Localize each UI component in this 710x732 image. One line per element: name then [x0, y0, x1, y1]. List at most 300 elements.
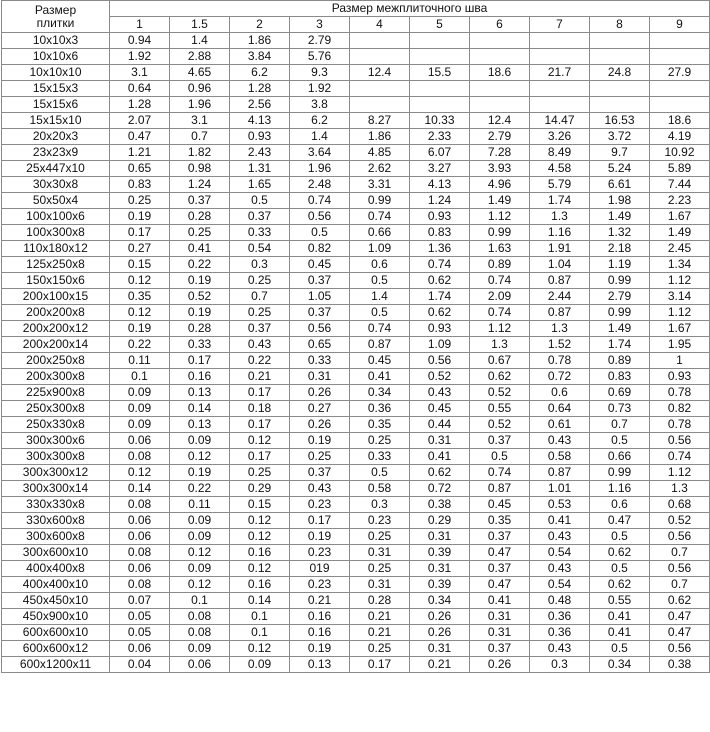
consumption-cell: 0.25: [170, 225, 230, 241]
consumption-cell: 0.06: [110, 641, 170, 657]
consumption-cell: 5.24: [590, 161, 650, 177]
consumption-cell: 0.41: [530, 513, 590, 529]
consumption-cell: 0.12: [230, 641, 290, 657]
consumption-cell: 0.41: [170, 241, 230, 257]
consumption-cell: 0.31: [410, 529, 470, 545]
consumption-cell: 0.31: [470, 609, 530, 625]
table-row: [2, 113, 710, 129]
consumption-cell: 0.5: [350, 305, 410, 321]
table-row: [2, 625, 710, 641]
table-row: [2, 433, 710, 449]
consumption-cell: 16.53: [590, 113, 650, 129]
consumption-cell: 0.16: [230, 577, 290, 593]
consumption-cell: 0.72: [530, 369, 590, 385]
consumption-cell: 0.34: [350, 385, 410, 401]
consumption-cell: 0.56: [650, 433, 710, 449]
consumption-cell: 0.74: [470, 465, 530, 481]
consumption-cell: 0.56: [290, 209, 350, 225]
consumption-cell: 0.21: [350, 625, 410, 641]
consumption-cell: 0.72: [410, 481, 470, 497]
consumption-cell: 0.52: [410, 369, 470, 385]
consumption-cell: 0.87: [530, 305, 590, 321]
consumption-cell: 0.26: [290, 417, 350, 433]
consumption-cell: 1.16: [530, 225, 590, 241]
consumption-cell: 1.92: [110, 49, 170, 65]
consumption-cell: 0.26: [290, 385, 350, 401]
consumption-cell: 0.37: [290, 465, 350, 481]
consumption-cell: 0.19: [170, 465, 230, 481]
consumption-cell: 0.45: [290, 257, 350, 273]
consumption-cell: 0.27: [290, 401, 350, 417]
table-row: [2, 401, 710, 417]
consumption-cell: 1.3: [650, 481, 710, 497]
tile-size-cell: 20х20х3: [2, 129, 110, 145]
consumption-cell: 0.54: [230, 241, 290, 257]
header-row-top: [2, 1, 710, 17]
consumption-cell: 0.41: [590, 609, 650, 625]
consumption-cell: 0.36: [350, 401, 410, 417]
consumption-cell: 0.12: [230, 513, 290, 529]
consumption-cell: 1.12: [470, 209, 530, 225]
consumption-cell: 0.45: [470, 497, 530, 513]
consumption-cell: 5.89: [650, 161, 710, 177]
consumption-cell: 0.12: [230, 561, 290, 577]
tile-size-cell: 200х200х12: [2, 321, 110, 337]
table-row: [2, 641, 710, 657]
consumption-cell: 0.43: [410, 385, 470, 401]
consumption-cell: 1: [650, 353, 710, 369]
tile-size-cell: 400х400х8: [2, 561, 110, 577]
consumption-cell: 0.31: [410, 641, 470, 657]
consumption-cell: 0.37: [470, 433, 530, 449]
consumption-cell: 0.47: [470, 577, 530, 593]
consumption-cell: 0.14: [230, 593, 290, 609]
consumption-cell: 0.17: [350, 657, 410, 673]
consumption-cell: 0.37: [470, 561, 530, 577]
consumption-cell: 0.33: [350, 449, 410, 465]
consumption-cell: 0.5: [230, 193, 290, 209]
consumption-cell: 2.79: [290, 33, 350, 49]
consumption-cell: 1.34: [650, 257, 710, 273]
consumption-cell: 0.83: [110, 177, 170, 193]
consumption-cell: 0.09: [170, 561, 230, 577]
consumption-cell: 0.89: [470, 257, 530, 273]
tile-size-cell: 300х600х10: [2, 545, 110, 561]
joint-col-3: 3: [290, 17, 350, 33]
consumption-cell: 0.62: [410, 465, 470, 481]
consumption-cell: 0.31: [410, 561, 470, 577]
consumption-cell: 0.68: [650, 497, 710, 513]
tile-size-cell: 200х200х14: [2, 337, 110, 353]
consumption-cell: 0.5: [350, 465, 410, 481]
consumption-cell: 0.5: [470, 449, 530, 465]
table-row: [2, 161, 710, 177]
consumption-cell: 2.56: [230, 97, 290, 113]
consumption-cell: 0.12: [170, 577, 230, 593]
consumption-cell: [590, 33, 650, 49]
tile-size-cell: 10х10х10: [2, 65, 110, 81]
consumption-cell: 2.09: [470, 289, 530, 305]
tile-size-cell: 100х300х8: [2, 225, 110, 241]
consumption-cell: 2.07: [110, 113, 170, 129]
consumption-cell: 1.49: [650, 225, 710, 241]
consumption-cell: 0.93: [410, 209, 470, 225]
consumption-cell: 0.09: [170, 513, 230, 529]
tile-size-cell: 200х200х8: [2, 305, 110, 321]
consumption-cell: 0.99: [470, 225, 530, 241]
consumption-cell: 0.31: [470, 625, 530, 641]
table-row: [2, 305, 710, 321]
consumption-cell: [350, 97, 410, 113]
consumption-cell: 0.25: [350, 641, 410, 657]
consumption-cell: 0.23: [350, 513, 410, 529]
consumption-cell: 0.25: [230, 273, 290, 289]
consumption-cell: 1.4: [290, 129, 350, 145]
consumption-cell: 0.08: [110, 497, 170, 513]
consumption-cell: 0.82: [650, 401, 710, 417]
consumption-cell: 0.87: [470, 481, 530, 497]
consumption-cell: 1.19: [590, 257, 650, 273]
consumption-cell: 0.73: [590, 401, 650, 417]
consumption-cell: 0.16: [290, 625, 350, 641]
consumption-cell: 1.28: [230, 81, 290, 97]
consumption-cell: 0.31: [410, 433, 470, 449]
table-row: [2, 337, 710, 353]
consumption-cell: 1.31: [230, 161, 290, 177]
consumption-cell: 3.93: [470, 161, 530, 177]
consumption-cell: 0.7: [650, 545, 710, 561]
consumption-cell: 0.74: [650, 449, 710, 465]
consumption-cell: 0.44: [410, 417, 470, 433]
consumption-cell: 0.29: [230, 481, 290, 497]
consumption-cell: 3.84: [230, 49, 290, 65]
consumption-cell: 0.33: [170, 337, 230, 353]
consumption-cell: 0.52: [470, 385, 530, 401]
consumption-cell: 0.55: [590, 593, 650, 609]
consumption-cell: 0.62: [590, 545, 650, 561]
tile-size-cell: 15х15х6: [2, 97, 110, 113]
consumption-cell: 0.33: [290, 353, 350, 369]
consumption-cell: 3.1: [170, 113, 230, 129]
consumption-cell: 0.5: [350, 273, 410, 289]
consumption-cell: 0.25: [230, 465, 290, 481]
consumption-cell: 6.61: [590, 177, 650, 193]
consumption-cell: 1.24: [410, 193, 470, 209]
consumption-cell: [590, 97, 650, 113]
table-row: [2, 353, 710, 369]
consumption-cell: 0.19: [170, 273, 230, 289]
consumption-cell: 1.52: [530, 337, 590, 353]
tile-size-cell: 30х30х8: [2, 177, 110, 193]
consumption-cell: 0.06: [110, 561, 170, 577]
consumption-cell: 1.67: [650, 209, 710, 225]
table-row: [2, 609, 710, 625]
tile-size-cell: 300х300х8: [2, 449, 110, 465]
consumption-cell: 0.74: [290, 193, 350, 209]
consumption-cell: 0.41: [590, 625, 650, 641]
consumption-cell: 0.1: [230, 625, 290, 641]
consumption-cell: 0.69: [590, 385, 650, 401]
consumption-cell: 8.49: [530, 145, 590, 161]
consumption-cell: 0.37: [470, 529, 530, 545]
consumption-cell: 1.92: [290, 81, 350, 97]
consumption-cell: [650, 81, 710, 97]
consumption-cell: 0.65: [110, 161, 170, 177]
table-row: [2, 497, 710, 513]
consumption-cell: 0.74: [350, 321, 410, 337]
consumption-cell: 2.43: [230, 145, 290, 161]
consumption-cell: 0.43: [290, 481, 350, 497]
consumption-cell: 0.3: [350, 497, 410, 513]
consumption-cell: 0.35: [110, 289, 170, 305]
consumption-cell: 0.43: [530, 641, 590, 657]
tile-size-cell: 250х300х8: [2, 401, 110, 417]
consumption-cell: 0.47: [470, 545, 530, 561]
consumption-cell: [410, 97, 470, 113]
consumption-cell: 0.34: [590, 657, 650, 673]
consumption-cell: 0.64: [110, 81, 170, 97]
consumption-cell: 0.43: [530, 529, 590, 545]
table-row: [2, 561, 710, 577]
consumption-cell: 27.9: [650, 65, 710, 81]
consumption-cell: 0.94: [110, 33, 170, 49]
consumption-cell: 0.25: [230, 305, 290, 321]
consumption-cell: 0.52: [650, 513, 710, 529]
consumption-cell: 0.07: [110, 593, 170, 609]
table-row: [2, 241, 710, 257]
consumption-cell: 0.27: [110, 241, 170, 257]
joint-col-2: 2: [230, 17, 290, 33]
consumption-cell: 1.3: [530, 209, 590, 225]
consumption-cell: 0.18: [230, 401, 290, 417]
consumption-cell: 0.1: [110, 369, 170, 385]
consumption-cell: 0.11: [110, 353, 170, 369]
consumption-cell: 0.38: [410, 497, 470, 513]
consumption-cell: 1.67: [650, 321, 710, 337]
consumption-cell: 0.23: [290, 577, 350, 593]
consumption-cell: 0.36: [530, 625, 590, 641]
consumption-cell: 0.12: [170, 449, 230, 465]
consumption-cell: 0.14: [110, 481, 170, 497]
consumption-cell: 0.7: [230, 289, 290, 305]
consumption-cell: 24.8: [590, 65, 650, 81]
consumption-cell: [590, 49, 650, 65]
consumption-cell: 0.26: [410, 625, 470, 641]
tile-size-cell: 23х23х9: [2, 145, 110, 161]
consumption-cell: 1.74: [590, 337, 650, 353]
consumption-cell: 2.44: [530, 289, 590, 305]
consumption-cell: 1.21: [110, 145, 170, 161]
consumption-cell: [650, 97, 710, 113]
consumption-cell: 1.32: [590, 225, 650, 241]
consumption-cell: 0.28: [350, 593, 410, 609]
consumption-cell: 0.19: [110, 321, 170, 337]
consumption-cell: 0.41: [410, 449, 470, 465]
consumption-cell: 0.93: [230, 129, 290, 145]
consumption-cell: 0.45: [410, 401, 470, 417]
consumption-cell: 1.09: [410, 337, 470, 353]
table-row: [2, 449, 710, 465]
consumption-cell: 0.87: [530, 465, 590, 481]
table-row: [2, 273, 710, 289]
consumption-cell: 9.3: [290, 65, 350, 81]
consumption-cell: 0.62: [650, 593, 710, 609]
consumption-cell: 0.31: [350, 545, 410, 561]
consumption-cell: 0.61: [530, 417, 590, 433]
consumption-cell: 5.76: [290, 49, 350, 65]
consumption-cell: 0.1: [230, 609, 290, 625]
consumption-cell: 0.78: [530, 353, 590, 369]
consumption-cell: 18.6: [470, 65, 530, 81]
consumption-cell: 4.19: [650, 129, 710, 145]
consumption-cell: 0.22: [230, 353, 290, 369]
consumption-cell: 0.17: [110, 225, 170, 241]
consumption-cell: 1.98: [590, 193, 650, 209]
consumption-cell: 1.12: [650, 305, 710, 321]
consumption-cell: 0.17: [170, 353, 230, 369]
consumption-cell: 0.08: [110, 577, 170, 593]
consumption-cell: 0.35: [350, 417, 410, 433]
consumption-cell: 0.55: [470, 401, 530, 417]
consumption-cell: 0.12: [230, 433, 290, 449]
consumption-cell: 0.22: [170, 481, 230, 497]
consumption-cell: 0.54: [530, 577, 590, 593]
consumption-cell: 0.31: [350, 577, 410, 593]
consumption-cell: 4.13: [410, 177, 470, 193]
consumption-cell: 2.18: [590, 241, 650, 257]
tile-size-cell: 600х600х10: [2, 625, 110, 641]
table-row: [2, 369, 710, 385]
consumption-cell: 1.09: [350, 241, 410, 257]
consumption-cell: 0.37: [230, 321, 290, 337]
consumption-cell: 0.16: [170, 369, 230, 385]
consumption-cell: 0.62: [590, 577, 650, 593]
consumption-cell: 0.74: [410, 257, 470, 273]
consumption-cell: 9.7: [590, 145, 650, 161]
consumption-cell: 0.98: [170, 161, 230, 177]
tile-size-cell: 15х15х10: [2, 113, 110, 129]
consumption-cell: 0.74: [470, 305, 530, 321]
consumption-cell: 0.21: [230, 369, 290, 385]
consumption-cell: 0.12: [230, 529, 290, 545]
consumption-cell: 2.48: [290, 177, 350, 193]
consumption-cell: 0.19: [170, 305, 230, 321]
consumption-cell: 0.17: [230, 417, 290, 433]
table-row: [2, 129, 710, 145]
consumption-cell: 0.17: [230, 385, 290, 401]
consumption-cell: 0.48: [530, 593, 590, 609]
joint-col-1-5: 1.5: [170, 17, 230, 33]
consumption-cell: 0.26: [410, 609, 470, 625]
consumption-cell: 0.08: [170, 609, 230, 625]
consumption-cell: 0.19: [290, 529, 350, 545]
consumption-cell: 0.56: [290, 321, 350, 337]
consumption-cell: 2.79: [470, 129, 530, 145]
consumption-cell: 2.23: [650, 193, 710, 209]
table-row: [2, 529, 710, 545]
consumption-cell: 0.23: [290, 497, 350, 513]
consumption-cell: 0.83: [590, 369, 650, 385]
consumption-cell: 0.62: [470, 369, 530, 385]
consumption-cell: 1.4: [170, 33, 230, 49]
consumption-cell: 0.17: [290, 513, 350, 529]
consumption-cell: 0.64: [530, 401, 590, 417]
consumption-cell: 0.65: [290, 337, 350, 353]
tile-size-cell: 330х330х8: [2, 497, 110, 513]
consumption-cell: 1.96: [290, 161, 350, 177]
consumption-cell: 1.86: [230, 33, 290, 49]
table-row: [2, 289, 710, 305]
consumption-cell: [470, 49, 530, 65]
tile-size-cell: 10х10х3: [2, 33, 110, 49]
consumption-cell: 0.93: [410, 321, 470, 337]
consumption-cell: 0.21: [410, 657, 470, 673]
table-row: [2, 257, 710, 273]
table-row: [2, 177, 710, 193]
consumption-cell: 019: [290, 561, 350, 577]
consumption-cell: [470, 33, 530, 49]
consumption-cell: 1.16: [590, 481, 650, 497]
consumption-cell: 0.29: [410, 513, 470, 529]
consumption-cell: 0.6: [530, 385, 590, 401]
table-row: [2, 657, 710, 673]
consumption-cell: 0.74: [350, 209, 410, 225]
consumption-cell: 0.5: [590, 561, 650, 577]
consumption-cell: 1.49: [470, 193, 530, 209]
consumption-cell: 0.06: [170, 657, 230, 673]
consumption-cell: 0.05: [110, 609, 170, 625]
consumption-cell: 0.06: [110, 513, 170, 529]
tile-size-cell: 300х300х6: [2, 433, 110, 449]
consumption-cell: [650, 33, 710, 49]
consumption-cell: 0.43: [230, 337, 290, 353]
tile-size-cell: 150х150х6: [2, 273, 110, 289]
joint-size-header: Размер межплиточного шва: [110, 1, 710, 17]
tile-size-cell: 300х600х8: [2, 529, 110, 545]
tile-size-cell: 250х330х8: [2, 417, 110, 433]
consumption-cell: 0.52: [170, 289, 230, 305]
consumption-cell: 1.12: [470, 321, 530, 337]
joint-col-8: 8: [590, 17, 650, 33]
consumption-cell: 4.96: [470, 177, 530, 193]
consumption-cell: 0.47: [590, 513, 650, 529]
table-row: [2, 225, 710, 241]
consumption-cell: 0.37: [230, 209, 290, 225]
consumption-cell: 0.41: [350, 369, 410, 385]
consumption-cell: 0.47: [650, 609, 710, 625]
consumption-cell: 0.41: [470, 593, 530, 609]
consumption-cell: 1.12: [650, 465, 710, 481]
table-row: [2, 49, 710, 65]
consumption-cell: 1.24: [170, 177, 230, 193]
consumption-cell: 0.3: [230, 257, 290, 273]
consumption-cell: [410, 33, 470, 49]
consumption-cell: 0.39: [410, 545, 470, 561]
table-row: [2, 385, 710, 401]
consumption-cell: 1.49: [590, 209, 650, 225]
consumption-cell: 1.74: [410, 289, 470, 305]
consumption-cell: 0.25: [350, 561, 410, 577]
tile-size-cell: 200х100х15: [2, 289, 110, 305]
table-row: [2, 321, 710, 337]
consumption-cell: 0.12: [110, 465, 170, 481]
consumption-cell: 0.28: [170, 321, 230, 337]
consumption-cell: 0.78: [650, 417, 710, 433]
consumption-cell: [350, 33, 410, 49]
consumption-cell: 0.15: [110, 257, 170, 273]
consumption-cell: [410, 81, 470, 97]
consumption-cell: 0.09: [230, 657, 290, 673]
